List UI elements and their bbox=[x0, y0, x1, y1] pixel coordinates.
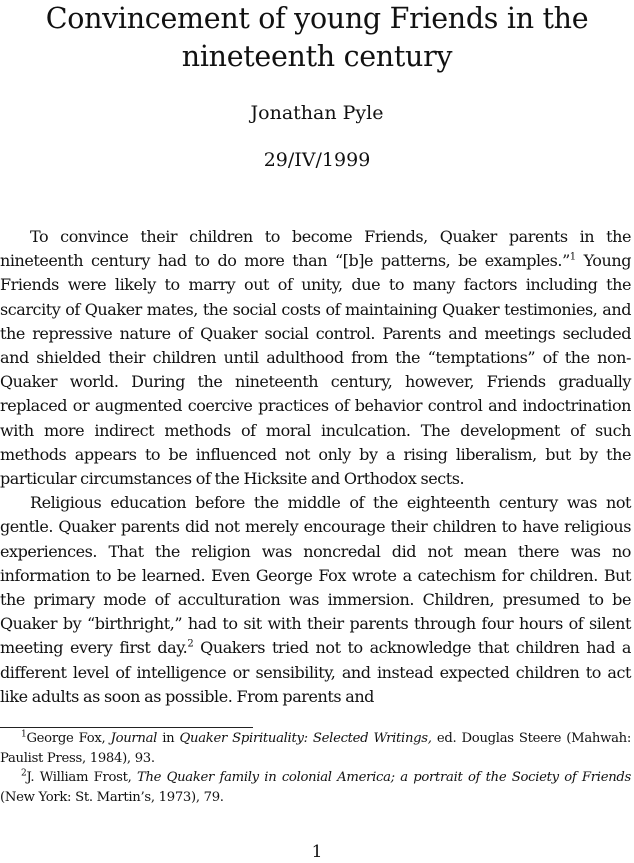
page-number: 1 bbox=[311, 842, 323, 862]
footnote-ref-2: 2 bbox=[187, 639, 194, 651]
footnote-2 bbox=[0, 768, 631, 807]
footnote-1-author: George Fox, bbox=[26, 731, 111, 746]
footnote-1 bbox=[0, 729, 631, 768]
paper-date: 29/IV/1999 bbox=[263, 149, 371, 171]
footnote-2-rest: (New York: St. Martin’s, 1973), 79. bbox=[0, 789, 224, 805]
footnote-2-title: The Quaker family in colonial America; a portrait of the Society of Friends bbox=[136, 770, 631, 786]
paper-title: Convincement of young Friends in the nineteenth century bbox=[45, 2, 589, 73]
footnote-2-number: 2 bbox=[21, 768, 27, 779]
footnote-ref-1: 1 bbox=[569, 251, 576, 263]
author-name: Jonathan Pyle bbox=[250, 102, 384, 124]
footnote-1-rest: ed. Douglas Steere (Mahwah: Paulist Press, 1984), 93. bbox=[0, 731, 631, 766]
footnote-1-mid: in bbox=[157, 731, 180, 746]
footnote-1-book: Quaker Spirituality: Selected Writings, bbox=[179, 731, 432, 746]
footnote-2-author: J. William Frost, bbox=[26, 770, 137, 786]
footnote-divider bbox=[0, 727, 253, 728]
paragraph-2-text-a: Religious education before the middle of the eighteenth century was not gentle. Quaker parents did not merely encourage their children to have religious experiences. That the religion was noncredal did not mean there was no information to be learned. Even George Fox wrote a catechism for children. But the primary mode of acculturation was immersion. Children, presumed to be Quaker by “birthright,” had to sit with their parents through four hours of silent meeting every first day. bbox=[0, 493, 631, 658]
body-text bbox=[0, 225, 631, 709]
paragraph-2-text-b: Quakers tried not to acknowledge that children had a different level of intelligence or sensibility, and instead expected children to act like adults as soon as possible. From parents and bbox=[0, 638, 632, 706]
paragraph-1 bbox=[0, 225, 631, 491]
paragraph-2 bbox=[0, 491, 631, 709]
footnote-1-title: Journal bbox=[110, 731, 158, 746]
paragraph-1-text-b: Young Friends were likely to marry out of unity, due to many factors including the scarcity of Quaker mates, the social costs of maintaining Quaker testimonies, and the repressive nature of Quaker social control. Parents and meetings secluded and shielded their children until adulthood from the “temptations” of the non-Quaker world. During the nineteenth century, however, Friends gradually replaced or augmented coercive practices of behavior control and indoctrination with more indirect methods of moral inculcation. The development of such methods appears to be influenced not only by a rising liberalism, but by the particular circumstances of the Hicksite and Orthodox sects. bbox=[0, 251, 631, 489]
footnote-1-number: 1 bbox=[21, 729, 27, 740]
footnotes bbox=[0, 729, 631, 807]
paragraph-1-text-a: To convince their children to become Friends, Quaker parents in the nineteenth century had to do more than “[b]e patterns, be examples.” bbox=[0, 227, 631, 271]
